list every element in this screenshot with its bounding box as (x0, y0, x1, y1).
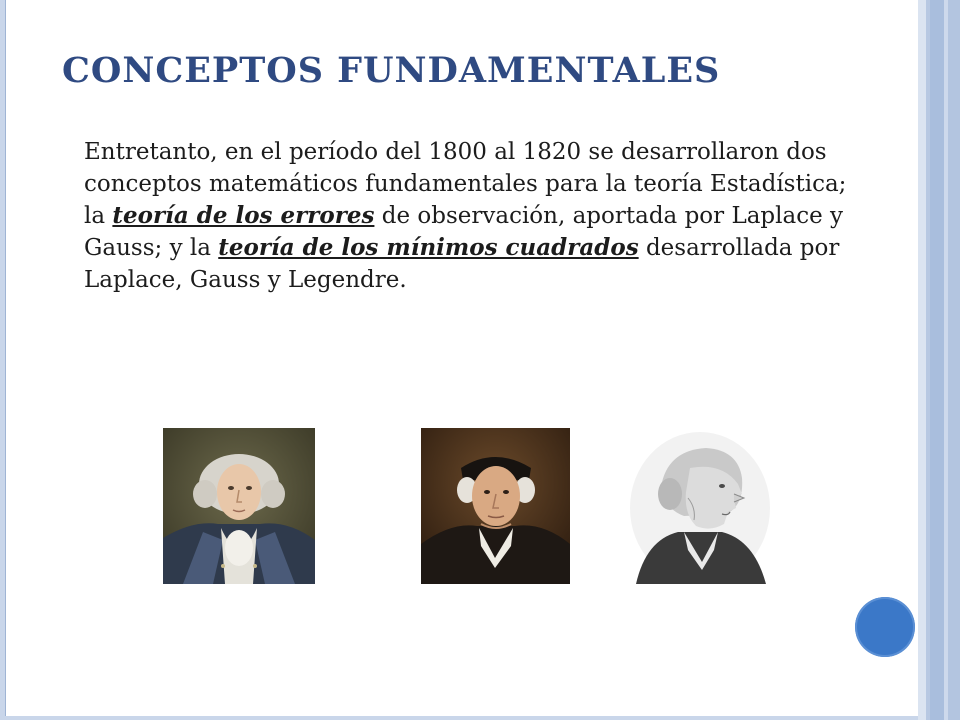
body-text-part-1: Entretanto, en el período del 1800 al 1820 se desarrollaron dos conceptos matemáticos fundamentales para la teoría Estadística; la (84, 139, 847, 229)
portrait-2-icon (421, 428, 570, 584)
emphasis-theory-of-errors: teoría de los errores (112, 202, 375, 229)
portrait-1-icon (163, 428, 315, 584)
right-bars-decoration (918, 0, 960, 720)
circle-decoration (855, 597, 915, 657)
slide-title: CONCEPTOS FUNDAMENTALES (62, 50, 721, 91)
right-bar (930, 0, 944, 720)
emphasis-least-squares: teoría de los mínimos cuadrados (218, 234, 639, 261)
right-bar (918, 0, 926, 720)
right-bar (948, 0, 960, 720)
body-text-part-3: desarrollada por Laplace, Gauss y Legendre. (84, 235, 840, 293)
body-text-part-2: de observación, aportada por Laplace y Gauss; y la (84, 203, 844, 261)
slide-body-text (84, 136, 874, 296)
bottom-border-decoration (0, 716, 918, 720)
portrait-3-icon (626, 428, 773, 584)
left-border-decoration (0, 0, 6, 720)
